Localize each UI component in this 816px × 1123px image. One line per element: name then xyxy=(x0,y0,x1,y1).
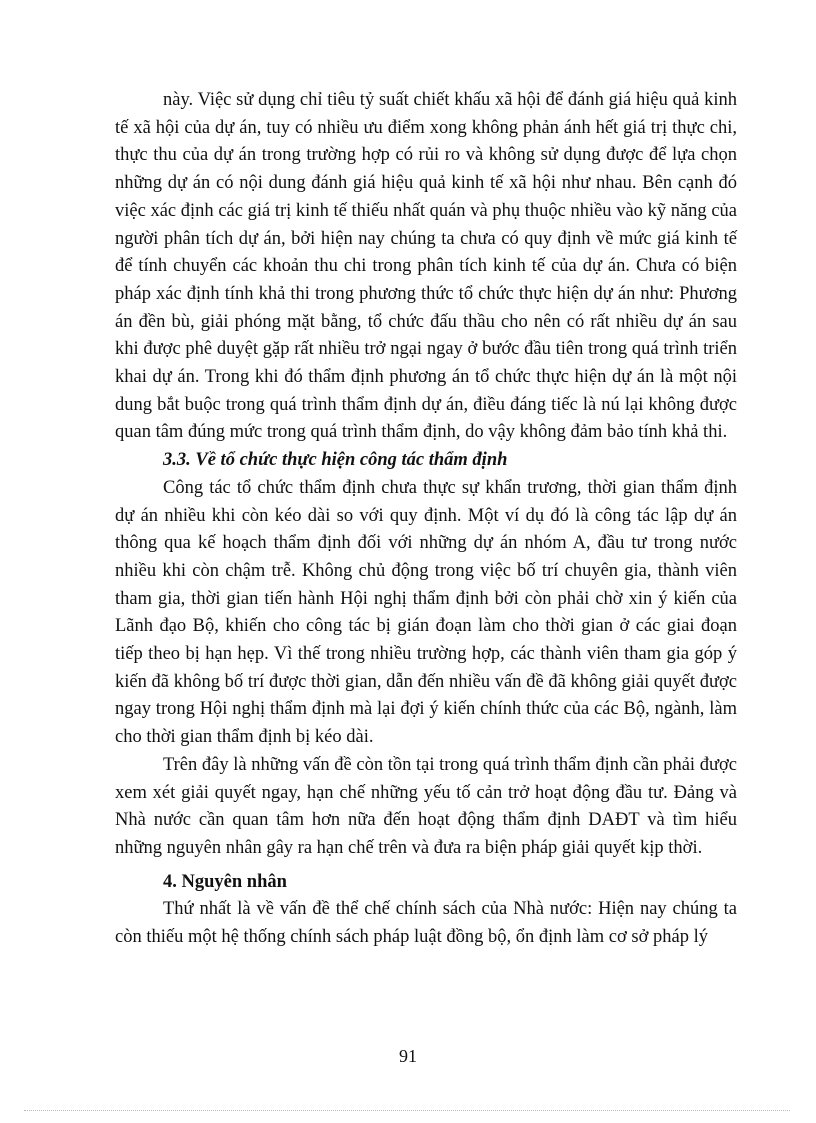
paragraph-summary: Trên đây là những vấn đề còn tồn tại trong quá trình thẩm định cần phải được xem xét giải quyết ngay, hạn chế những yếu tố cản trở hoạt động đầu tư. Đảng và Nhà nước cần quan tâm hơn nữa đến hoạt động thẩm định DAĐT và tìm hiểu những nguyên nhân gây ra hạn chế trên và đưa ra biện pháp giải quyết kịp thời. xyxy=(115,754,737,858)
document-page xyxy=(115,87,737,952)
footer-divider xyxy=(24,1110,790,1111)
paragraph-intro-continued: này. Việc sử dụng chỉ tiêu tỷ suất chiết khấu xã hội để đánh giá hiệu quả kinh tế xã hội của dự án, tuy có nhiều ưu điểm xong không phản ánh hết giá trị thực chi, thực thu của dự án trong trường hợp có rủi ro và không sử dụng được để lựa chọn những dự án có nội dung đánh giá hiệu quả kinh tế xã hội như nhau. Bên cạnh đó việc xác định các giá trị kinh tế thiếu nhất quán và phụ thuộc nhiều vào kỹ năng của người phân tích dự án, bởi hiện nay chúng ta chưa có quy định về mức giá kinh tế để tính chuyển các khoản thu chi trong phân tích kinh tế của dự án. Chưa có biện pháp xác định tính khả thi trong phương thức tổ chức thực hiện dự án như: Phương án đền bù, giải phóng mặt bằng, tổ chức đấu thầu cho nên có rất nhiều dự án sau khi được phê duyệt gặp rất nhiều trở ngại ngay ở bước đầu tiên trong quá trình triển khai dự án. Trong khi đó thẩm định phương án tổ chức thực hiện dự án là một nội dung bắt buộc trong quá trình thẩm định dự án, điều đáng tiếc là nú lại không được quan tâm đúng mức trong quá trình thẩm định, do vậy không đảm bảo tính khả thi. xyxy=(115,90,737,443)
paragraph-organization: Công tác tổ chức thẩm định chưa thực sự khẩn trương, thời gian thẩm định dự án nhiều khi còn kéo dài so với quy định. Một ví dụ đó là công tác lập dự án thông qua kế hoạch thẩm định đối với những dự án nhóm A, đầu tư trong nước nhiều khi còn chậm trễ. Không chủ động trong việc bố trí chuyên gia, thành viên tham gia, thời gian tiến hành Hội nghị thẩm định bởi còn phải chờ xin ý kiến của Lãnh đạo Bộ, khiến cho công tác bị gián đoạn làm cho thời gian ở các giai đoạn tiếp theo bị hạn hẹp. Vì thế trong nhiều trường hợp, các thành viên tham gia góp ý kiến đã không bố trí được thời gian, dẫn đến nhiều vấn đề đã không giải quyết được ngay trong Hội nghị thẩm định mà lại đợi ý kiến chính thức của các Bộ, ngành, làm cho thời gian thẩm định bị kéo dài. xyxy=(115,477,737,748)
paragraph-causes: Thứ nhất là về vấn đề thể chế chính sách của Nhà nước: Hiện nay chúng ta còn thiếu một hệ thống chính sách pháp luật đồng bộ, ổn định làm cơ sở pháp lý xyxy=(115,899,737,948)
section-heading-4: 4. Nguyên nhân xyxy=(163,871,287,892)
page-number: 91 xyxy=(399,1046,417,1066)
section-heading-3-3: 3.3. Về tổ chức thực hiện công tác thẩm định xyxy=(163,450,508,471)
